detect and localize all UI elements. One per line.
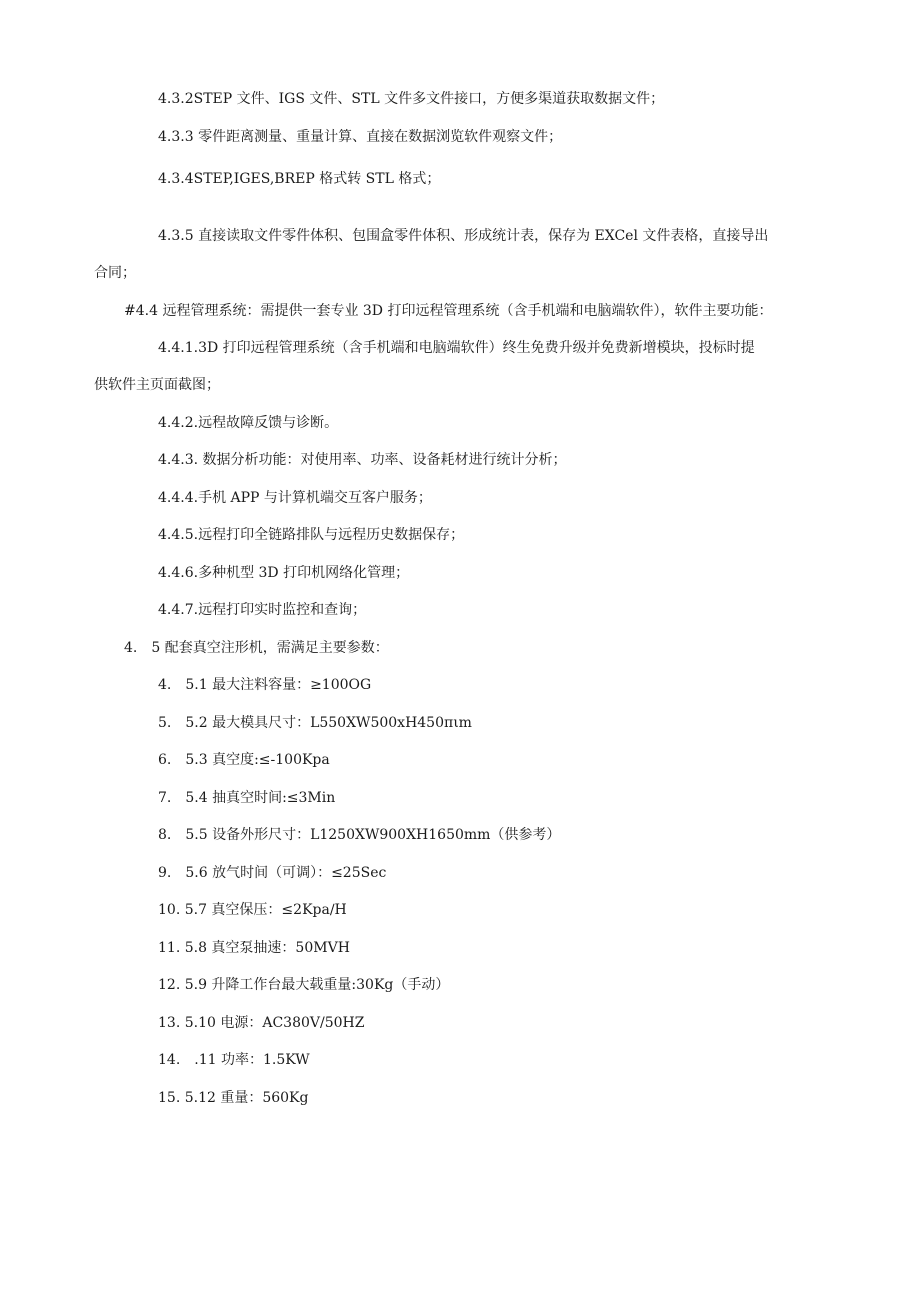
list-item: 13. 5.10 电源：AC380V/50HZ <box>158 1015 365 1031</box>
text-line: 4.3.4STEP,IGES,BREP 格式转 STL 格式； <box>158 171 441 187</box>
text-line: 合同； <box>94 265 136 281</box>
text-line: 4.4.6.多种机型 3D 打印机网络化管理； <box>158 565 410 581</box>
text-line: 供软件主页面截图； <box>94 377 220 393</box>
text-line: 4.3.3 零件距离测量、重量计算、直接在数据浏览软件观察文件； <box>158 129 563 145</box>
list-item: 4. 5.1 最大注料容量：≥100OG <box>158 677 372 693</box>
text-line: 4.4.5.远程打印全链路排队与远程历史数据保存； <box>158 527 465 543</box>
list-item: 14. .11 功率：1.5KW <box>158 1052 310 1068</box>
list-item: 8. 5.5 设备外形尺寸：L1250XW900XH1650mm（供参考） <box>158 827 561 843</box>
text-line: 4.4.2.远程故障反馈与诊断。 <box>158 415 339 431</box>
text-line: 4.4.3. 数据分析功能：对使用率、功率、设备耗材进行统计分析； <box>158 452 567 468</box>
list-item: 10. 5.7 真空保压：≤2Kpa∕H <box>158 902 347 918</box>
list-item: 7. 5.4 抽真空时间:≤3Min <box>158 790 336 806</box>
list-item: 5. 5.2 最大模具尺寸：L550XW500xH450πιm <box>158 715 472 731</box>
list-item: 9. 5.6 放气时间（可调）：≤25Sec <box>158 865 387 881</box>
text-line: 4.4.1.3D 打印远程管理系统（含手机端和电脑端软件）终生免费升级并免费新增模块，投标时提 <box>158 340 755 356</box>
list-item: 6. 5.3 真空度:≤-100Kpa <box>158 752 330 768</box>
section-heading: 4. 5 配套真空注形机，需满足主要参数： <box>124 640 389 656</box>
list-item: 15. 5.12 重量：560Kg <box>158 1090 309 1106</box>
text-line: 4.3.2STEP 文件、IGS 文件、STL 文件多文件接口，方便多渠道获取数据文件； <box>158 91 665 107</box>
text-line: 4.4.4.手机 APP 与计算机端交互客户服务； <box>158 490 432 506</box>
list-item: 12. 5.9 升降工作台最大载重量:30Kg（手动） <box>158 977 450 993</box>
text-line: 4.4.7.远程打印实时监控和查询； <box>158 602 367 618</box>
list-item: 11. 5.8 真空泵抽速：50MVH <box>158 940 350 956</box>
section-heading: #4.4 远程管理系统：需提供一套专业 3D 打印远程管理系统（含手机端和电脑端软件），软件主要功能： <box>124 303 773 319</box>
text-line: 4.3.5 直接读取文件零件体积、包围盒零件体积、形成统计表，保存为 EXCel 文件表格，直接导出 <box>158 228 769 244</box>
